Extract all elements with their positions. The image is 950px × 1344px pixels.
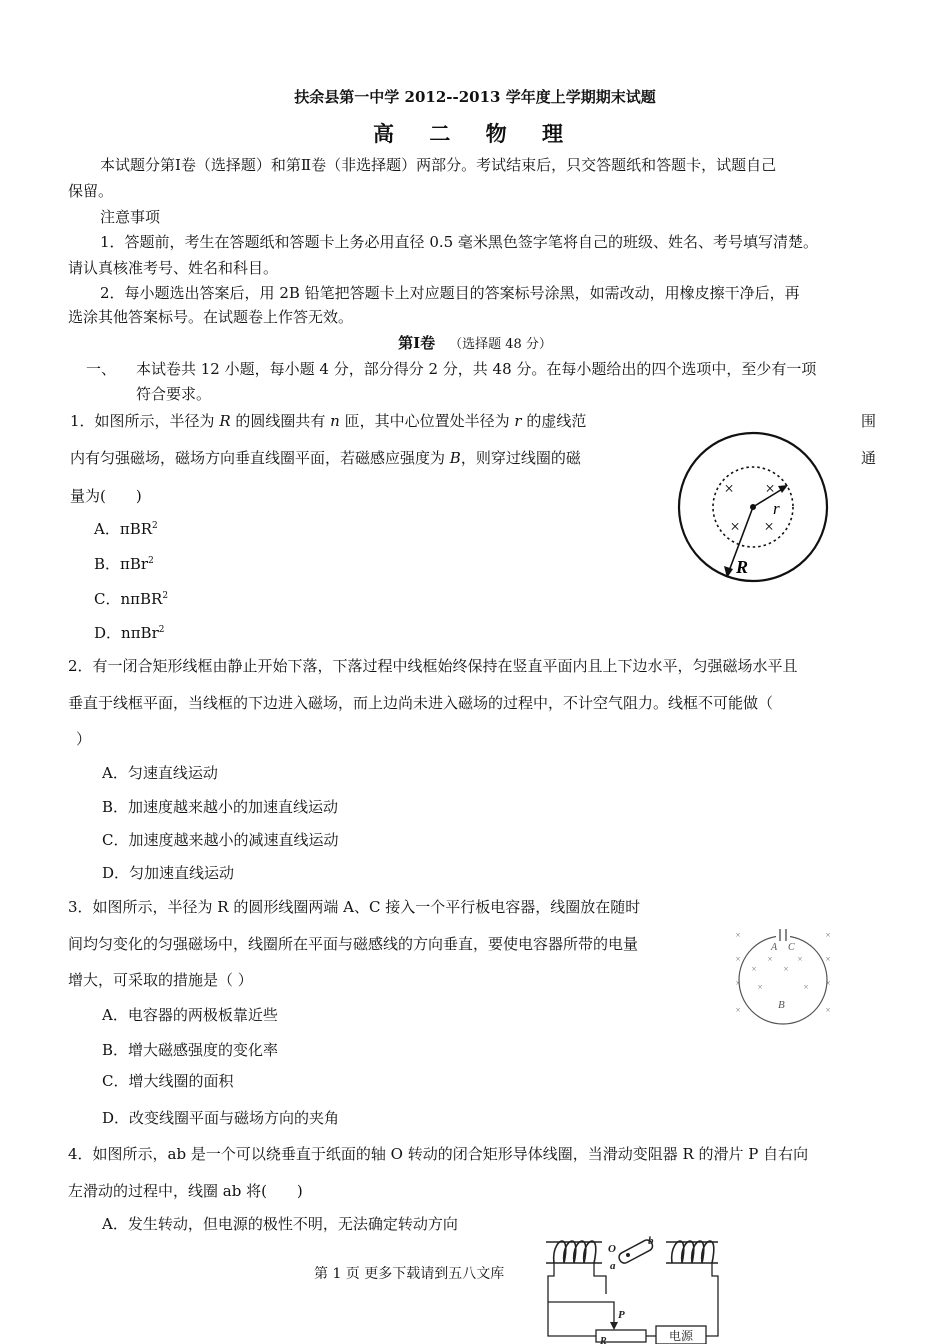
- label-C: C: [788, 942, 795, 953]
- capacitor-gap: [776, 932, 790, 940]
- q3-line-2: 间均匀变化的匀强磁场中，线圈所在平面与磁感线的方向垂直，要使电容器所带的电量: [68, 935, 639, 953]
- section-1-note: （选择题 48 分）: [449, 337, 552, 352]
- page-footer: 第 1 页 更多下载请到五八文库: [314, 1266, 505, 1282]
- label-R: R: [736, 557, 749, 577]
- cross-mark: ×: [797, 954, 803, 964]
- q1-var-n: n: [330, 412, 340, 430]
- q1-option-a: [94, 518, 158, 539]
- option-label: D．: [94, 624, 122, 642]
- cross-mark: ×: [783, 964, 789, 974]
- option-expr: πBr: [120, 555, 149, 573]
- section-1-title: 第Ⅰ卷: [398, 334, 436, 352]
- q2-line-3: ）: [76, 730, 92, 748]
- q1-var-r: r: [514, 412, 522, 430]
- radius-r-arrowhead: [778, 485, 788, 493]
- label-b: b: [648, 1235, 654, 1247]
- cross-mark: ×: [735, 954, 741, 964]
- cross-mark: ×: [735, 1005, 741, 1015]
- q3-option-a: A．电容器的两极板靠近些: [102, 1006, 278, 1024]
- q1-option-c: [94, 588, 168, 609]
- cross-mark: ×: [767, 954, 773, 964]
- cross-mark: ×: [757, 982, 763, 992]
- label-O: O: [608, 1243, 616, 1255]
- left-coil: [554, 1241, 596, 1263]
- q1-line-1-end: 围: [861, 412, 877, 430]
- note-1-line-2: 请认真核准考号、姓名和科目。: [68, 259, 279, 277]
- option-expr: nπBR: [120, 590, 163, 608]
- cross-mark: ×: [735, 978, 741, 988]
- part-instructions-line-1: 本试卷共 12 小题，每小题 4 分，部分得分 2 分，共 48 分。在每小题给出的四个选项中，至少有一项: [136, 360, 817, 378]
- wire-left: [548, 1263, 596, 1336]
- q3-option-b: B．增大磁感强度的变化率: [102, 1041, 279, 1059]
- q2-option-b: B．加速度越来越小的加速直线运动: [102, 798, 339, 816]
- q2-option-c: C．加速度越来越小的减速直线运动: [102, 831, 339, 849]
- cross-mark: ×: [803, 982, 809, 992]
- q1-text-b: 的圆线圈共有: [230, 412, 331, 430]
- option-label: C．: [94, 590, 121, 608]
- note-2-line-1: 2．每小题选出答案后，用 2B 铅笔把答题卡上对应题目的答案标号涂黑，如需改动，用橡皮擦干净后，再: [100, 284, 800, 302]
- q4-line-1: 4．如图所示，ab 是一个可以绕垂直于纸面的轴 O 转动的闭合矩形导体线圈，当滑动变阻器 R 的滑片 P 自右向: [68, 1145, 809, 1163]
- label-r: r: [773, 499, 780, 518]
- q3-line-3: 增大，可采取的措施是（ ）: [68, 971, 253, 989]
- cross-mark: ×: [825, 930, 831, 940]
- q1-text-e: 内有匀强磁场，磁场方向垂直线圈平面，若磁感应强度为: [70, 449, 450, 467]
- q2-line-2: 垂直于线框平面，当线框的下边进入磁场，而上边尚未进入磁场的过程中，不计空气阻力。线框不可能做（: [68, 694, 774, 712]
- q1-coil-figure: [672, 428, 837, 588]
- q4-solenoid-circuit-figure: [538, 1232, 728, 1344]
- q1-var-B: B: [449, 449, 461, 467]
- label-B: B: [778, 999, 785, 1011]
- cross-mark: ×: [724, 479, 734, 498]
- label-P: P: [618, 1309, 625, 1321]
- q2-option-a: A．匀速直线运动: [102, 764, 218, 782]
- right-coil: [672, 1241, 714, 1263]
- q4-option-a: A．发生转动，但电源的极性不明，无法确定转动方向: [102, 1215, 458, 1233]
- option-exponent: 2: [158, 625, 165, 635]
- q1-line-2-end: 通: [861, 449, 877, 467]
- q3-option-c: C．增大线圈的面积: [102, 1072, 234, 1090]
- q1-text-c: 匝，其中心位置处半径为: [339, 412, 515, 430]
- option-label: A．: [94, 520, 120, 538]
- label-A: A: [771, 942, 778, 953]
- part-number: 一、: [86, 360, 117, 378]
- source-label: 电源: [668, 1329, 694, 1343]
- notes-title: 注意事项: [100, 208, 161, 226]
- subject-title: 高 二 物 理: [373, 121, 577, 146]
- q2-line-1: 2．有一闭合矩形线框由静止开始下落，下落过程中线框始终保持在竖直平面内且上下边水平，匀强磁场水平且: [68, 657, 798, 675]
- option-label: B．: [94, 555, 121, 573]
- q3-line-1: 3．如图所示，半径为 R 的圆形线圈两端 A、C 接入一个平行板电容器，线圈放在随时: [68, 898, 641, 916]
- q3-option-d: D．改变线圈平面与磁场方向的夹角: [102, 1109, 340, 1127]
- cross-mark: ×: [764, 517, 774, 536]
- axis-O: [626, 1253, 630, 1257]
- option-exponent: 2: [152, 521, 158, 531]
- q1-var-R: R: [219, 412, 231, 430]
- exam-title: 扶余县第一中学 2012--2013 学年度上学期期末试题: [294, 88, 656, 106]
- wire-right: [706, 1263, 718, 1336]
- q4-line-2: 左滑动的过程中，线圈 ab 将( ): [68, 1182, 303, 1200]
- q1-line-1: [70, 410, 586, 431]
- note-1-line-1: 1．答题前，考生在答题纸和答题卡上务必用直径 0.5 毫米黑色签字笔将自己的班级、姓名、考号填写清楚。: [100, 233, 818, 251]
- intro-line-1: 本试题分第Ⅰ卷（选择题）和第Ⅱ卷（非选择题）两部分。考试结束后，只交答题纸和答题卡，试题自己: [100, 156, 777, 174]
- q1-option-d: [94, 622, 164, 643]
- option-expr: nπBr: [121, 624, 159, 642]
- note-2-line-2: 选涂其他答案标号。在试题卷上作答无效。: [68, 308, 354, 326]
- q3-capacitor-coil-figure: [724, 920, 842, 1026]
- slider-arrow: [610, 1322, 618, 1330]
- q1-text-a: 1．如图所示，半径为: [70, 412, 220, 430]
- q1-text-f: ，则穿过线圈的磁: [460, 449, 581, 467]
- intro-line-2: 保留。: [68, 182, 114, 200]
- q1-option-b: [94, 553, 154, 574]
- section-1-heading: [0, 332, 950, 353]
- cross-mark: ×: [765, 479, 775, 498]
- q2-option-d: D．匀加速直线运动: [102, 864, 235, 882]
- q1-line-3: 量为( ): [70, 487, 142, 505]
- cross-mark: ×: [735, 930, 741, 940]
- option-exponent: 2: [162, 591, 169, 601]
- cross-mark: ×: [751, 964, 757, 974]
- cross-mark: ×: [825, 978, 831, 988]
- label-R: R: [600, 1336, 607, 1344]
- wire-slider: [548, 1302, 614, 1325]
- label-a: a: [610, 1260, 616, 1272]
- cross-mark: ×: [825, 1005, 831, 1015]
- part-instructions-line-2: 符合要求。: [136, 385, 212, 403]
- cross-mark: ×: [825, 954, 831, 964]
- cross-mark: ×: [730, 517, 740, 536]
- option-exponent: 2: [148, 556, 154, 566]
- q1-line-2: [70, 447, 581, 468]
- q1-text-d: 的虚线范: [521, 412, 587, 430]
- option-expr: πBR: [119, 520, 153, 538]
